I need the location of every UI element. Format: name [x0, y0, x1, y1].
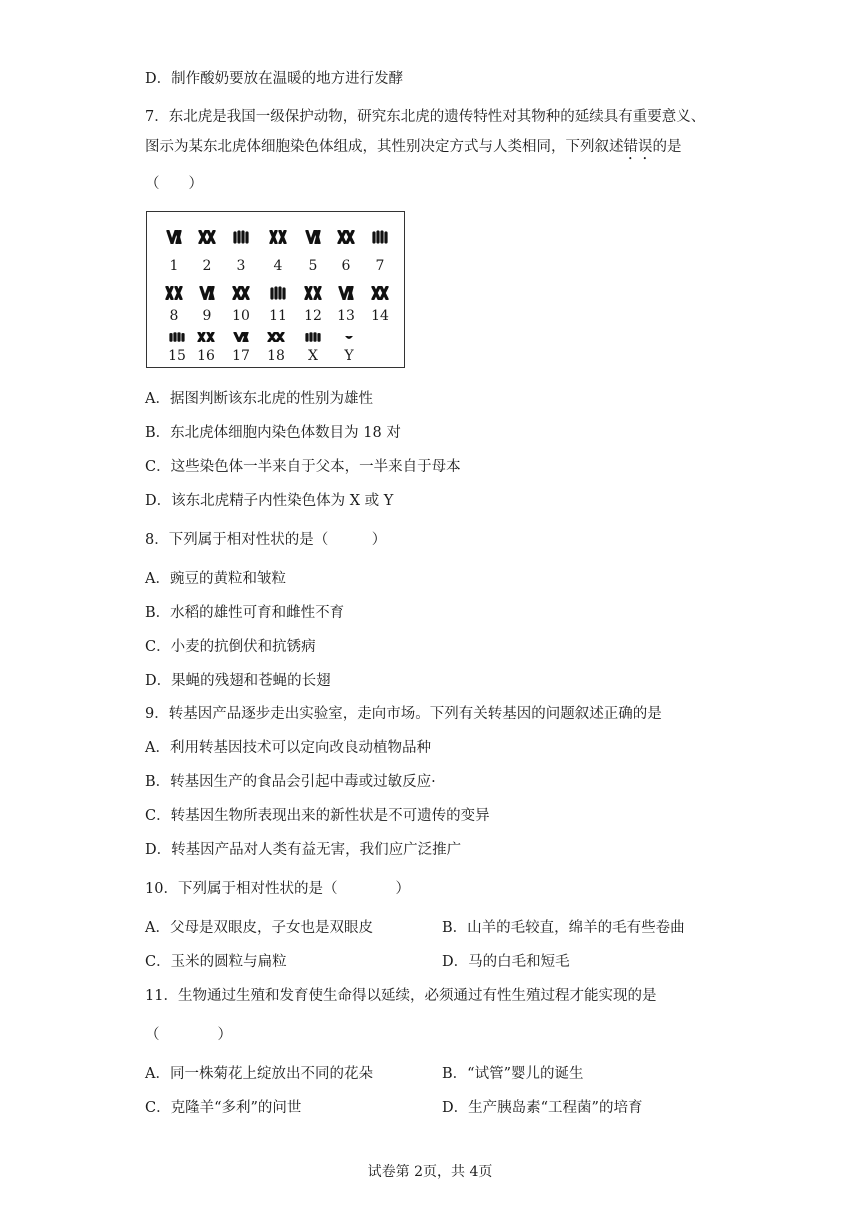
chromosome-label-3: 3: [236, 258, 246, 274]
q11-stem-line1: 11．生物通过生殖和发育使生命得以延续，必须通过有性生殖过程才能实现的是: [145, 988, 657, 1004]
chromosome-5: [304, 230, 322, 244]
page-footer: 试卷第 2页，共 4页: [367, 1164, 493, 1180]
q9-option-d: D．转基因产品对人类有益无害，我们应广泛推广: [145, 842, 462, 858]
chromosome-4: [269, 230, 287, 244]
chromosome-y: [340, 336, 358, 342]
chromosome-label-11: 11: [269, 308, 287, 324]
q10-option-a: A．父母是双眼皮，子女也是双眼皮: [145, 920, 373, 936]
q7-option-b: B．东北虎体细胞内染色体数目为 18 对: [145, 425, 401, 441]
chromosome-18: [267, 332, 285, 342]
q8-stem: 8．下列属于相对性状的是（ ）: [145, 532, 387, 548]
chromosome-label-1: 1: [169, 258, 179, 274]
q10-option-d: D．马的白毛和短毛: [442, 954, 570, 970]
q7-stem-line2-text: 图示为某东北虎体细胞染色体组成，其性别决定方式与人类相同，下列叙述: [145, 139, 624, 155]
q9-option-a: A．利用转基因技术可以定向改良动植物品种: [145, 740, 431, 756]
q10-stem: 10．下列属于相对性状的是（ ）: [145, 881, 410, 897]
chromosome-label-17: 17: [232, 348, 250, 364]
chromosome-7: [371, 230, 389, 244]
chromosome-label-8: 8: [169, 308, 179, 324]
q8-option-d: D．果蝇的残翅和苍蝇的长翅: [145, 673, 331, 689]
chromosome-label-7: 7: [375, 258, 385, 274]
q11-option-a: A．同一株菊花上绽放出不同的花朵: [145, 1066, 373, 1082]
q7-option-c: C．这些染色体一半来自于父本，一半来自于母本: [145, 459, 461, 475]
q7-stem-line2-end: 的是: [652, 139, 682, 155]
q7-emphasis-word: 错误: [623, 139, 653, 155]
chromosome-9: [198, 286, 216, 300]
chromosome-label-2: 2: [202, 258, 212, 274]
q7-option-a: A．据图判断该东北虎的性别为雄性: [145, 391, 373, 407]
chromosome-label-y: Y: [344, 348, 354, 364]
chromosome-16: [197, 332, 215, 342]
chromosome-label-4: 4: [273, 258, 283, 274]
chromosome-1: [165, 230, 183, 244]
q8-option-b: B．水稻的雄性可育和雌性不育: [145, 605, 345, 621]
q7-stem-line1: 7．东北虎是我国一级保护动物，研究东北虎的遗传特性对其物种的延续具有重要意义、: [145, 109, 706, 125]
chromosome-17: [232, 332, 250, 342]
chromosome-label-5: 5: [308, 258, 318, 274]
chromosome-label-18: 18: [267, 348, 285, 364]
chromosome-2: [198, 230, 216, 244]
chromosome-3: [232, 230, 250, 244]
q9-option-c: C．转基因生物所表现出来的新性状是不可遗传的变异: [145, 808, 490, 824]
q10-option-b: B．山羊的毛较直，绵羊的毛有些卷曲: [442, 920, 685, 936]
chromosome-14: [371, 286, 389, 300]
karyotype-figure: [146, 211, 405, 368]
chromosome-label-10: 10: [232, 308, 250, 324]
q11-option-b: B．“试管”婴儿的诞生: [442, 1066, 584, 1082]
q8-option-a: A．豌豆的黄粒和皱粒: [145, 571, 286, 587]
q9-option-b: B．转基因生产的食品会引起中毒或过敏反应·: [145, 774, 436, 790]
q7-option-d: D．该东北虎精子内性染色体为 X 或 Y: [145, 493, 394, 509]
q11-option-d: D．生产胰岛素“工程菌”的培育: [442, 1100, 643, 1116]
q11-option-c: C．克隆羊“多利”的问世: [145, 1100, 302, 1116]
chromosome-8: [165, 286, 183, 300]
chromosome-13: [337, 286, 355, 300]
q8-option-c: C．小麦的抗倒伏和抗锈病: [145, 639, 316, 655]
chromosome-6: [337, 230, 355, 244]
q10-option-c: C．玉米的圆粒与扁粒: [145, 954, 287, 970]
chromosome-label-12: 12: [304, 308, 322, 324]
chromosome-label-14: 14: [371, 308, 389, 324]
chromosome-label-9: 9: [202, 308, 212, 324]
q11-answer-blank: （ ）: [145, 1027, 232, 1043]
chromosome-label-15: 15: [168, 348, 186, 364]
chromosome-label-13: 13: [337, 308, 355, 324]
chromosome-11: [269, 286, 287, 300]
q7-stem-line2: [145, 137, 682, 163]
chromosome-15: [168, 332, 186, 342]
chromosome-label-x: X: [308, 348, 318, 364]
chromosome-x: [304, 332, 322, 342]
chromosome-10: [232, 286, 250, 300]
q6-option-d: D．制作酸奶要放在温暖的地方进行发酵: [145, 71, 404, 87]
chromosome-label-6: 6: [341, 258, 351, 274]
chromosome-12: [304, 286, 322, 300]
q7-answer-blank: （ ）: [145, 176, 203, 192]
chromosome-label-16: 16: [197, 348, 215, 364]
q9-stem: 9．转基因产品逐步走出实验室，走向市场。下列有关转基因的问题叙述正确的是: [145, 706, 662, 722]
